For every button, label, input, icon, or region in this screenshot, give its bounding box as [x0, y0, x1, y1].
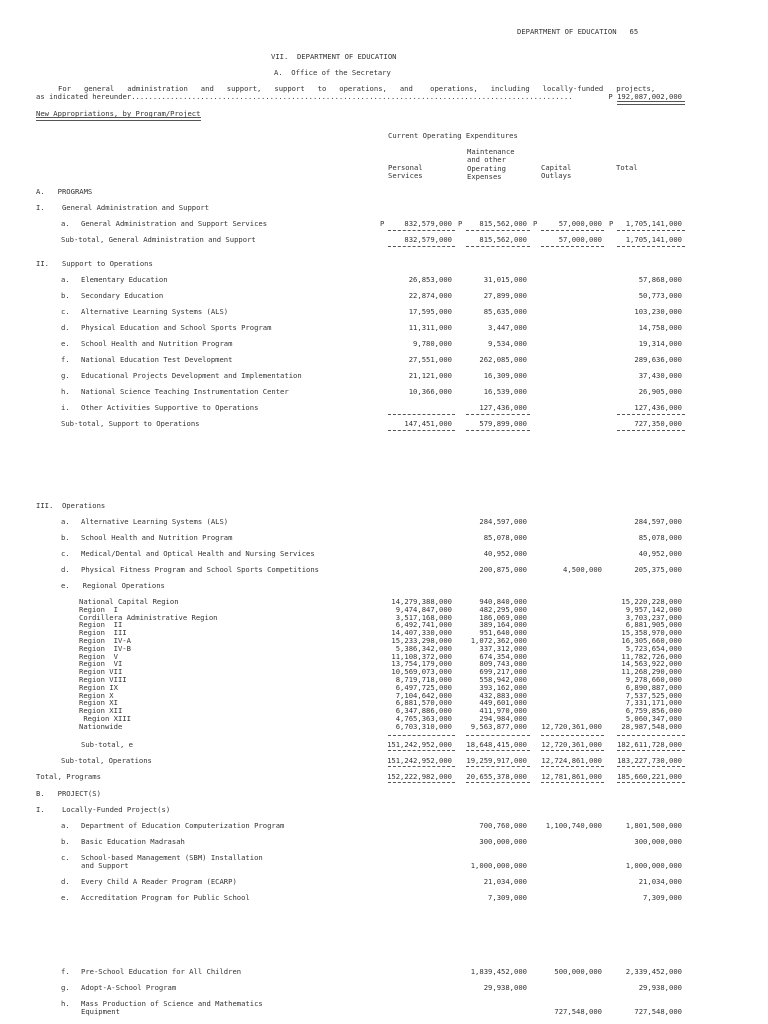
- cell-mooe: 21,034,000: [483, 877, 527, 886]
- cell-mooe: 449,601,000: [479, 698, 527, 708]
- row-label: Physical Education and School Sports Program: [81, 323, 272, 332]
- cell-total: 185,660,221,000: [617, 772, 682, 781]
- row-letter: h.: [61, 387, 70, 396]
- cell-total: 6,890,887,000: [625, 682, 682, 692]
- cell-mooe: 85,635,000: [483, 307, 527, 316]
- cell-mooe: 940,840,000: [479, 597, 527, 606]
- cell-ps: 11,108,372,000: [391, 651, 452, 661]
- cell-total: 26,905,000: [638, 387, 682, 396]
- cell-total: 57,868,000: [638, 275, 682, 284]
- cell-mooe: 284,597,000: [479, 517, 527, 526]
- cell-mooe: 19,259,917,000: [466, 756, 527, 765]
- rule: [617, 414, 685, 415]
- row-label: Medical/Dental and Optical Health and Nursing Services: [81, 549, 315, 558]
- cell-mooe: 393,162,000: [479, 682, 527, 692]
- cell-co: 12,720,361,000: [541, 740, 602, 749]
- cell-total: 19,314,000: [638, 339, 682, 348]
- row-letter: d.: [61, 323, 70, 332]
- cell-total: 284,597,000: [634, 517, 682, 526]
- row-letter: d.: [61, 877, 70, 886]
- region-label: Region IV-A: [79, 636, 131, 645]
- cell-total: 29,938,000: [638, 983, 682, 992]
- cell-total: 21,034,000: [638, 877, 682, 886]
- cell-total: 37,430,000: [638, 371, 682, 380]
- cell-ps: 17,595,000: [408, 307, 452, 316]
- row-label: National Science Teaching Instrumentation Center: [81, 387, 289, 396]
- row-letter: e.: [61, 893, 70, 902]
- region-label: Nationwide: [79, 721, 123, 731]
- cell-mooe: 809,743,000: [479, 659, 527, 669]
- cell-mooe: 31,015,000: [483, 275, 527, 284]
- cell-co: 12,724,861,000: [541, 756, 602, 765]
- cell-total: 11,782,726,000: [621, 651, 682, 661]
- rule: [466, 230, 530, 231]
- cell-mooe: 674,354,000: [479, 651, 527, 661]
- row-letter: h.: [61, 999, 70, 1008]
- cell-ps: 10,366,000: [408, 387, 452, 396]
- region-label: Region X: [79, 690, 114, 700]
- cell-ps: 27,551,000: [408, 355, 452, 364]
- region-label: Region VIII: [79, 675, 127, 684]
- intro-line-1: For general administration and support, support to operations, and operations, including locally-funded projects,: [58, 84, 656, 93]
- rule: [388, 782, 455, 783]
- new-appropriations-rule: [36, 117, 201, 121]
- row-label: Department of Education Computerization Program: [81, 821, 285, 830]
- rule: [388, 750, 455, 751]
- region-label: Region III: [79, 628, 127, 638]
- cell-mooe: 482,295,000: [479, 604, 527, 614]
- rule: [388, 230, 455, 231]
- heading-programs: A. PROGRAMS: [36, 187, 93, 196]
- cell-total: 205,375,000: [634, 565, 682, 574]
- subtotal-label: Sub-total, e: [81, 740, 133, 749]
- cell-ps: 10,569,073,000: [391, 667, 452, 677]
- cell-mooe: 200,875,000: [479, 565, 527, 574]
- rule: [541, 782, 604, 783]
- cell-mooe: 7,309,000: [488, 893, 527, 902]
- row-label: Educational Projects Development and Implementation: [81, 371, 302, 380]
- cell-ps: 8,719,718,000: [395, 675, 452, 684]
- row-letter: a.: [61, 517, 70, 526]
- rule: [466, 766, 530, 767]
- rule: [617, 782, 685, 783]
- row-letter: i.: [61, 403, 70, 412]
- cell-co: 4,500,000: [563, 565, 602, 574]
- row-label: National Education Test Development: [81, 355, 233, 364]
- row-letter: f.: [61, 355, 70, 364]
- cell-total: 5,060,347,000: [625, 714, 682, 723]
- cell-mooe: 85,078,000: [483, 533, 527, 542]
- column-header-capital: Capital Outlays: [541, 163, 572, 181]
- row-letter: c.: [61, 853, 70, 862]
- cell-ps: 6,497,725,000: [395, 682, 452, 692]
- rule: [388, 414, 455, 415]
- cell-mooe: 9,534,000: [488, 339, 527, 348]
- subtotal-label: Sub-total, Support to Operations: [61, 419, 200, 428]
- cell-total: 5,723,654,000: [625, 643, 682, 653]
- cell-mooe: 300,000,000: [479, 837, 527, 846]
- row-letter: a.: [61, 219, 70, 228]
- currency-mark: P: [458, 219, 463, 228]
- row-label: School Health and Nutrition Program: [81, 533, 233, 542]
- region-label: National Capital Region: [79, 597, 179, 606]
- cell-mooe: 40,952,000: [483, 549, 527, 558]
- rule: [617, 230, 685, 231]
- cell-total: 1,801,500,000: [625, 821, 682, 830]
- row-label: General Administration and Support Services: [81, 219, 268, 228]
- cell-total: 3,703,237,000: [625, 612, 682, 622]
- cell-total: 15,358,970,000: [621, 628, 682, 638]
- rule: [466, 414, 530, 415]
- cell-mooe: 700,760,000: [479, 821, 527, 830]
- row-letter: b.: [61, 533, 70, 542]
- row-letter: c.: [61, 549, 70, 558]
- cell-co: 1,100,740,000: [545, 821, 602, 830]
- cell-total: 1,000,000,000: [625, 861, 682, 870]
- cell-ps: 6,492,741,000: [395, 620, 452, 630]
- section-title: VII. DEPARTMENT OF EDUCATION: [271, 52, 397, 61]
- cell-co: 12,781,861,000: [541, 772, 602, 781]
- cell-total: 727,548,000: [634, 1007, 682, 1016]
- region-label: Region II: [79, 620, 123, 630]
- subtotal-label: Sub-total, Operations: [61, 756, 152, 765]
- cell-co: 500,000,000: [554, 967, 602, 976]
- cell-total: 727,350,000: [634, 419, 682, 428]
- new-appropriations-label: New Appropriations, by Program/Project: [36, 109, 201, 118]
- heading-regional-operations: e. Regional Operations: [61, 581, 165, 590]
- rule: [617, 766, 685, 767]
- cell-mooe: 20,655,378,000: [466, 772, 527, 781]
- cell-mooe: 18,648,415,000: [466, 740, 527, 749]
- cell-total: 14,758,000: [638, 323, 682, 332]
- cell-ps: 26,853,000: [408, 275, 452, 284]
- cell-co: 12,720,361,000: [541, 721, 602, 731]
- row-letter: g.: [61, 983, 70, 992]
- row-label: Adopt-A-School Program: [81, 983, 177, 992]
- cell-total: 7,331,171,000: [625, 698, 682, 708]
- column-header-total: Total: [616, 163, 638, 172]
- cell-co: 57,000,000: [558, 235, 602, 244]
- cell-ps: 22,874,000: [408, 291, 452, 300]
- cell-ps: 151,242,952,000: [387, 756, 452, 765]
- heading-operations: III. Operations: [36, 501, 106, 510]
- cell-total: 16,305,660,000: [621, 636, 682, 645]
- cell-total: 28,987,548,000: [621, 721, 682, 731]
- row-label: Alternative Learning Systems (ALS): [81, 517, 229, 526]
- row-label: School-based Management (SBM) Installation and Support: [81, 853, 263, 871]
- region-label: Cordillera Administrative Region: [79, 612, 218, 622]
- cell-total: 289,636,000: [634, 355, 682, 364]
- subtotal-label: Sub-total, General Administration and Support: [61, 235, 256, 244]
- rule: [541, 766, 604, 767]
- subsection-title: A. Office of the Secretary: [274, 68, 391, 77]
- cell-mooe: 337,312,000: [479, 643, 527, 653]
- cell-mooe: 294,984,000: [479, 714, 527, 723]
- cell-ps: 6,881,570,000: [395, 698, 452, 708]
- cell-ps: 15,233,298,000: [391, 636, 452, 645]
- cell-total: 15,220,228,000: [621, 597, 682, 606]
- cell-total: 9,957,142,000: [625, 604, 682, 614]
- cell-mooe: 432,883,000: [479, 690, 527, 700]
- rule: [466, 430, 530, 431]
- region-label: Region XII: [79, 706, 123, 716]
- cell-ps: 9,474,847,000: [395, 604, 452, 614]
- row-letter: e.: [61, 339, 70, 348]
- cell-total: 40,952,000: [638, 549, 682, 558]
- cell-mooe: 3,447,000: [488, 323, 527, 332]
- row-letter: b.: [61, 291, 70, 300]
- cell-total: 127,436,000: [634, 403, 682, 412]
- cell-mooe: 27,899,000: [483, 291, 527, 300]
- cell-total: 11,268,290,000: [621, 667, 682, 677]
- cell-ps: 152,222,982,000: [387, 772, 452, 781]
- rule: [388, 246, 455, 247]
- row-letter: a.: [61, 275, 70, 284]
- row-letter: d.: [61, 565, 70, 574]
- rule: [541, 230, 604, 231]
- cell-ps: 832,579,000: [404, 235, 452, 244]
- cell-ps: 151,242,952,000: [387, 740, 452, 749]
- intro-line-2: as indicated hereunder......................................................................................................: [36, 92, 573, 101]
- intro-amount: P 192,087,002,000: [608, 92, 682, 101]
- cell-mooe: 16,539,000: [483, 387, 527, 396]
- row-label: Basic Education Madrasah: [81, 837, 185, 846]
- rule: [466, 735, 530, 736]
- cell-mooe: 1,072,362,000: [470, 636, 527, 645]
- cell-mooe: 16,309,000: [483, 371, 527, 380]
- heading-projects: B. PROJECT(S): [36, 789, 101, 798]
- row-label: Pre-School Education for All Children: [81, 967, 242, 976]
- cell-ps: 11,311,000: [408, 323, 452, 332]
- cell-total: 183,227,730,000: [617, 756, 682, 765]
- rule: [617, 430, 685, 431]
- row-label: Other Activities Supportive to Operations: [81, 403, 259, 412]
- cell-mooe: 9,563,877,000: [470, 721, 527, 731]
- cell-ps: 832,579,000: [404, 219, 452, 228]
- cell-co: 727,548,000: [554, 1007, 602, 1016]
- rule: [617, 750, 685, 751]
- rule: [388, 430, 455, 431]
- cell-ps: 6,347,886,000: [395, 706, 452, 716]
- rule: [388, 766, 455, 767]
- column-header-mooe: Maintenance and other Operating Expenses: [467, 147, 515, 182]
- region-label: Region IV-B: [79, 643, 131, 653]
- cell-ps: 13,754,179,000: [391, 659, 452, 669]
- row-letter: f.: [61, 967, 70, 976]
- cell-ps: 7,104,642,000: [395, 690, 452, 700]
- cell-total: 7,309,000: [643, 893, 682, 902]
- region-label: Region VII: [79, 667, 123, 677]
- region-label: Region V: [79, 651, 118, 661]
- row-label: Every Child A Reader Program (ECARP): [81, 877, 237, 886]
- cell-mooe: 127,436,000: [479, 403, 527, 412]
- cell-ps: 21,121,000: [408, 371, 452, 380]
- row-label: Elementary Education: [81, 275, 168, 284]
- cell-total: 50,773,000: [638, 291, 682, 300]
- cell-co: 57,000,000: [558, 219, 602, 228]
- cell-mooe: 815,562,000: [479, 219, 527, 228]
- row-label: Mass Production of Science and Mathematics Equipment: [81, 999, 263, 1017]
- cell-total: 182,611,728,000: [617, 740, 682, 749]
- region-label: Region I: [79, 604, 118, 614]
- rule: [541, 750, 604, 751]
- row-label: School Health and Nutrition Program: [81, 339, 233, 348]
- cell-total: 300,000,000: [634, 837, 682, 846]
- cell-ps: 5,386,342,000: [395, 643, 452, 653]
- cell-total: 6,759,856,000: [625, 706, 682, 716]
- cell-mooe: 579,899,000: [479, 419, 527, 428]
- cell-mooe: 1,839,452,000: [470, 967, 527, 976]
- cell-mooe: 558,942,000: [479, 675, 527, 684]
- region-label: Region XIII: [79, 714, 131, 723]
- cell-ps: 14,407,330,000: [391, 628, 452, 638]
- currency-mark: P: [533, 219, 538, 228]
- cell-total: 2,339,452,000: [625, 967, 682, 976]
- row-letter: a.: [61, 821, 70, 830]
- heading-locally-funded: I. Locally-Funded Project(s): [36, 805, 171, 814]
- cell-mooe: 951,640,000: [479, 628, 527, 638]
- cell-ps: 147,451,000: [404, 419, 452, 428]
- cell-mooe: 186,069,000: [479, 612, 527, 622]
- heading-gas: I. General Administration and Support: [36, 203, 210, 212]
- cell-total: 9,278,660,000: [625, 675, 682, 684]
- rule: [617, 735, 685, 736]
- row-label: Physical Fitness Program and School Sports Competitions: [81, 565, 319, 574]
- cell-total: 85,078,000: [638, 533, 682, 542]
- rule: [388, 735, 455, 736]
- row-label: Secondary Education: [81, 291, 164, 300]
- rule: [466, 750, 530, 751]
- cell-ps: 6,703,310,000: [395, 721, 452, 731]
- rule: [541, 246, 604, 247]
- cell-ps: 14,279,388,000: [391, 597, 452, 606]
- row-label: Accreditation Program for Public School: [81, 893, 250, 902]
- cell-total: 1,705,141,000: [625, 235, 682, 244]
- cell-mooe: 262,085,000: [479, 355, 527, 364]
- total-label: Total, Programs: [36, 772, 101, 781]
- intro-amount-double-rule: [617, 101, 685, 105]
- cell-mooe: 1,000,000,000: [470, 861, 527, 870]
- cell-mooe: 699,217,000: [479, 667, 527, 677]
- column-header-personal: Personal Services: [388, 163, 423, 181]
- region-label: Region IX: [79, 682, 118, 692]
- heading-sto: II. Support to Operations: [36, 259, 153, 268]
- cell-total: 7,537,525,000: [625, 690, 682, 700]
- cell-ps: 3,517,168,000: [395, 612, 452, 622]
- rule: [617, 246, 685, 247]
- cell-total: 6,881,905,000: [625, 620, 682, 630]
- row-letter: g.: [61, 371, 70, 380]
- currency-mark: P: [380, 219, 385, 228]
- region-label: Region VI: [79, 659, 123, 669]
- cell-ps: 9,780,000: [413, 339, 452, 348]
- cell-total: 1,705,141,000: [625, 219, 682, 228]
- column-group-title: Current Operating Expenditures: [388, 131, 518, 140]
- cell-mooe: 815,562,000: [479, 235, 527, 244]
- rule: [541, 735, 604, 736]
- rule: [466, 246, 530, 247]
- row-letter: b.: [61, 837, 70, 846]
- cell-mooe: 29,938,000: [483, 983, 527, 992]
- cell-ps: 4,765,363,000: [395, 714, 452, 723]
- cell-total: 103,230,000: [634, 307, 682, 316]
- row-letter: c.: [61, 307, 70, 316]
- currency-mark: P: [609, 219, 614, 228]
- cell-total: 14,563,922,000: [621, 659, 682, 669]
- rule: [466, 782, 530, 783]
- cell-mooe: 411,970,000: [479, 706, 527, 716]
- page-header: DEPARTMENT OF EDUCATION 65: [517, 27, 639, 36]
- cell-mooe: 389,164,000: [479, 620, 527, 630]
- region-label: Region XI: [79, 698, 118, 708]
- row-label: Alternative Learning Systems (ALS): [81, 307, 229, 316]
